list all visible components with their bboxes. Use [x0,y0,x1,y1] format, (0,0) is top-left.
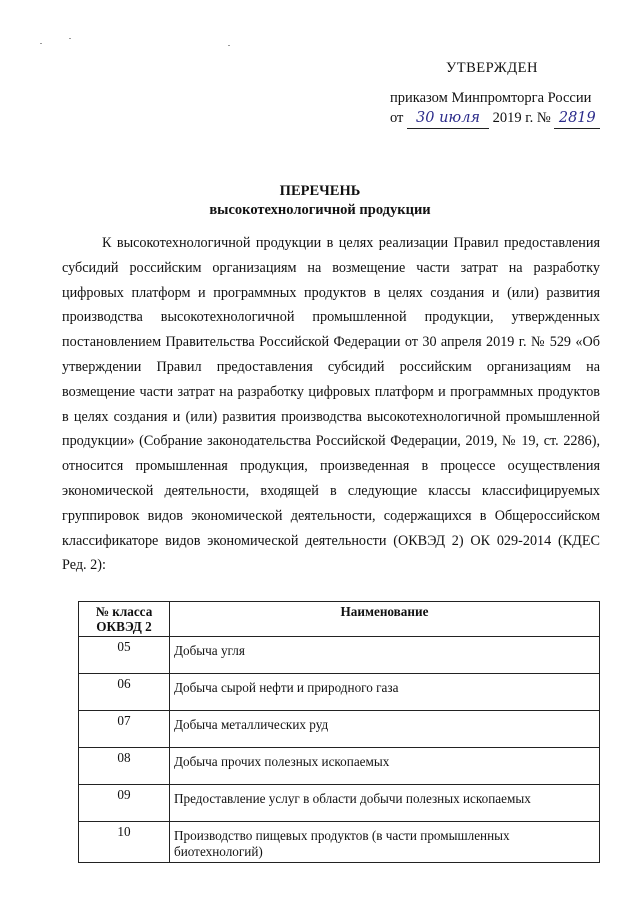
table-row [79,674,600,711]
approval-date-line [390,108,610,129]
handwritten-number: 2819 [554,108,600,129]
approval-block [390,58,610,129]
row-name: Добыча сырой нефти и природного газа [170,674,600,711]
table-row [79,822,600,863]
body-paragraph [62,231,600,578]
scan-speck [40,43,42,44]
approval-from-label: от [390,110,404,126]
body-text: К высокотехнологичной продукции в целях реализации Правил предоставления субсидий российским организациям на возмещение части затрат на разработку цифровых платформ и программных продуктов в целях создания и (или) развития производства высокотехнологичной промышленной продукции, утвержденных постановлением Правительства Российской Федерации от 30 апреля 2019 г. № 529 «Об утверждении Правил предоставления субсидий российским организациям на возмещение части затрат на разработку цифровых платформ и программных продуктов в целях создания и (или) развития производства высокотехнологичной промышленной продукции» (Собрание законодательства Российской Федерации, 2019, № 19, ст. 2286), относится промышленная продукция, произведенная в процессе осуществления экономической деятельности, входящей в следующие классы классифицируемых группировок видов экономической деятельности, содержащихся в Общероссийском классификаторе видов экономической деятельности (ОКВЭД 2) ОК 029-2014 (КДЕС Ред. 2): [62,235,600,574]
row-code: 07 [79,711,170,748]
row-name: Добыча металлических руд [170,711,600,748]
handwritten-date: 30 июля [407,108,489,129]
table-row [79,637,600,674]
approval-heading: УТВЕРЖДЕН [446,60,538,76]
header-code: № класса ОКВЭД 2 [79,602,170,637]
okved-table [78,601,600,863]
document-subtitle: высокотехнологичной продукции [209,202,431,218]
table-row [79,785,600,822]
row-code: 10 [79,822,170,863]
row-name: Предоставление услуг в области добычи полезных ископаемых [170,785,600,822]
row-name: Добыча прочих полезных ископаемых [170,748,600,785]
row-name: Добыча угля [170,637,600,674]
row-name: Производство пищевых продуктов (в части промышленных биотехнологий) [170,822,600,863]
document-title: ПЕРЕЧЕНЬ [279,183,361,199]
row-code: 05 [79,637,170,674]
scan-speck [69,38,71,39]
row-code: 08 [79,748,170,785]
table-header-row [79,602,600,637]
header-name: Наименование [170,602,600,637]
row-code: 09 [79,785,170,822]
scan-speck [228,45,230,46]
approval-order-line: приказом Минпромторга России [390,90,592,106]
table-row [79,711,600,748]
approval-year-text: 2019 г. № [492,110,551,126]
row-code: 06 [79,674,170,711]
table-row [79,748,600,785]
